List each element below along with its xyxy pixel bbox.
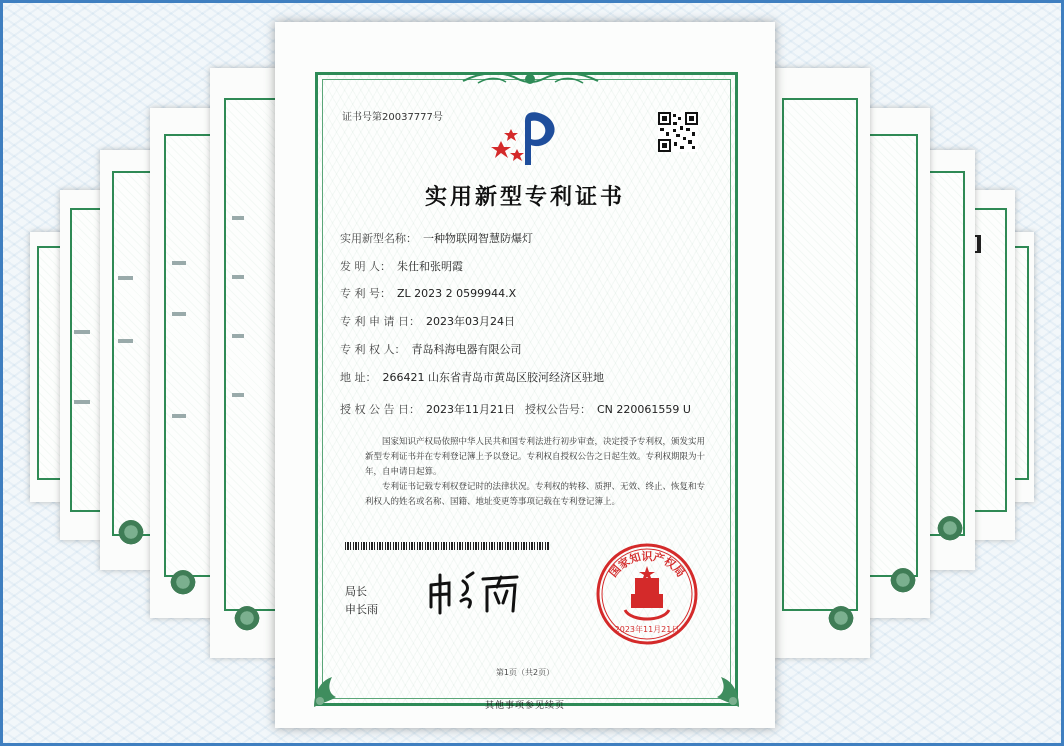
field-application-date: 专 利 申 请 日： 2023年03月24日 <box>340 315 515 328</box>
official-seal-icon <box>595 542 699 646</box>
field-grant-number: 授权公告号： CN 220061559 U <box>525 403 691 416</box>
field-grant-date: 授 权 公 告 日： 2023年11月21日 <box>340 403 515 416</box>
seal-text: 国家知识产权局 <box>606 550 688 580</box>
director-title: 局长 <box>345 585 367 598</box>
barcode <box>345 542 550 550</box>
field-patentee: 专 利 权 人： 青岛科海电器有限公司 <box>340 343 522 356</box>
field-inventor: 发 明 人： 朱仕和张明霞 <box>340 260 463 273</box>
seal-date: 2023年11月21日 <box>614 625 680 634</box>
cnipa-logo-icon <box>487 107 567 169</box>
page-number: 第1页（共2页） <box>495 668 555 677</box>
field-patent-number: 专 利 号： ZL 2023 2 0599944.X <box>340 287 517 300</box>
top-ornament-icon <box>458 69 603 89</box>
certificate-number: 证书号第20037777号 <box>342 112 443 123</box>
qr-code-icon <box>658 112 698 152</box>
signature-icon <box>423 567 543 617</box>
field-address: 地 址： 266421 山东省青岛市黄岛区胶河经济区驻地 <box>340 371 604 384</box>
certificate-paragraph-1: 国家知识产权局依照中华人民共和国专利法进行初步审查，决定授予专利权，颁发实用新型专利证书并在专利登记簿上予以登记。专利权自授权公告之日起生效。专利权期限为十年，自申请日起算。 <box>365 437 706 477</box>
certificate-title: 实用新型专利证书 <box>424 185 625 210</box>
field-utility-model-name: 实用新型名称： 一种物联网智慧防爆灯 <box>340 232 533 245</box>
director-name: 申长雨 <box>345 603 378 616</box>
see-next-page-note: 其他事项参见续页 <box>484 701 565 711</box>
background-certificate-right-5 <box>770 68 870 658</box>
certificate-paragraph-2: 专利证书记载专利权登记时的法律状况。专利权的转移、质押、无效、终止、恢复和专利权人的姓名或名称、国籍、地址变更等事项记载在专利登记簿上。 <box>365 482 706 507</box>
patent-certificate <box>275 22 775 728</box>
